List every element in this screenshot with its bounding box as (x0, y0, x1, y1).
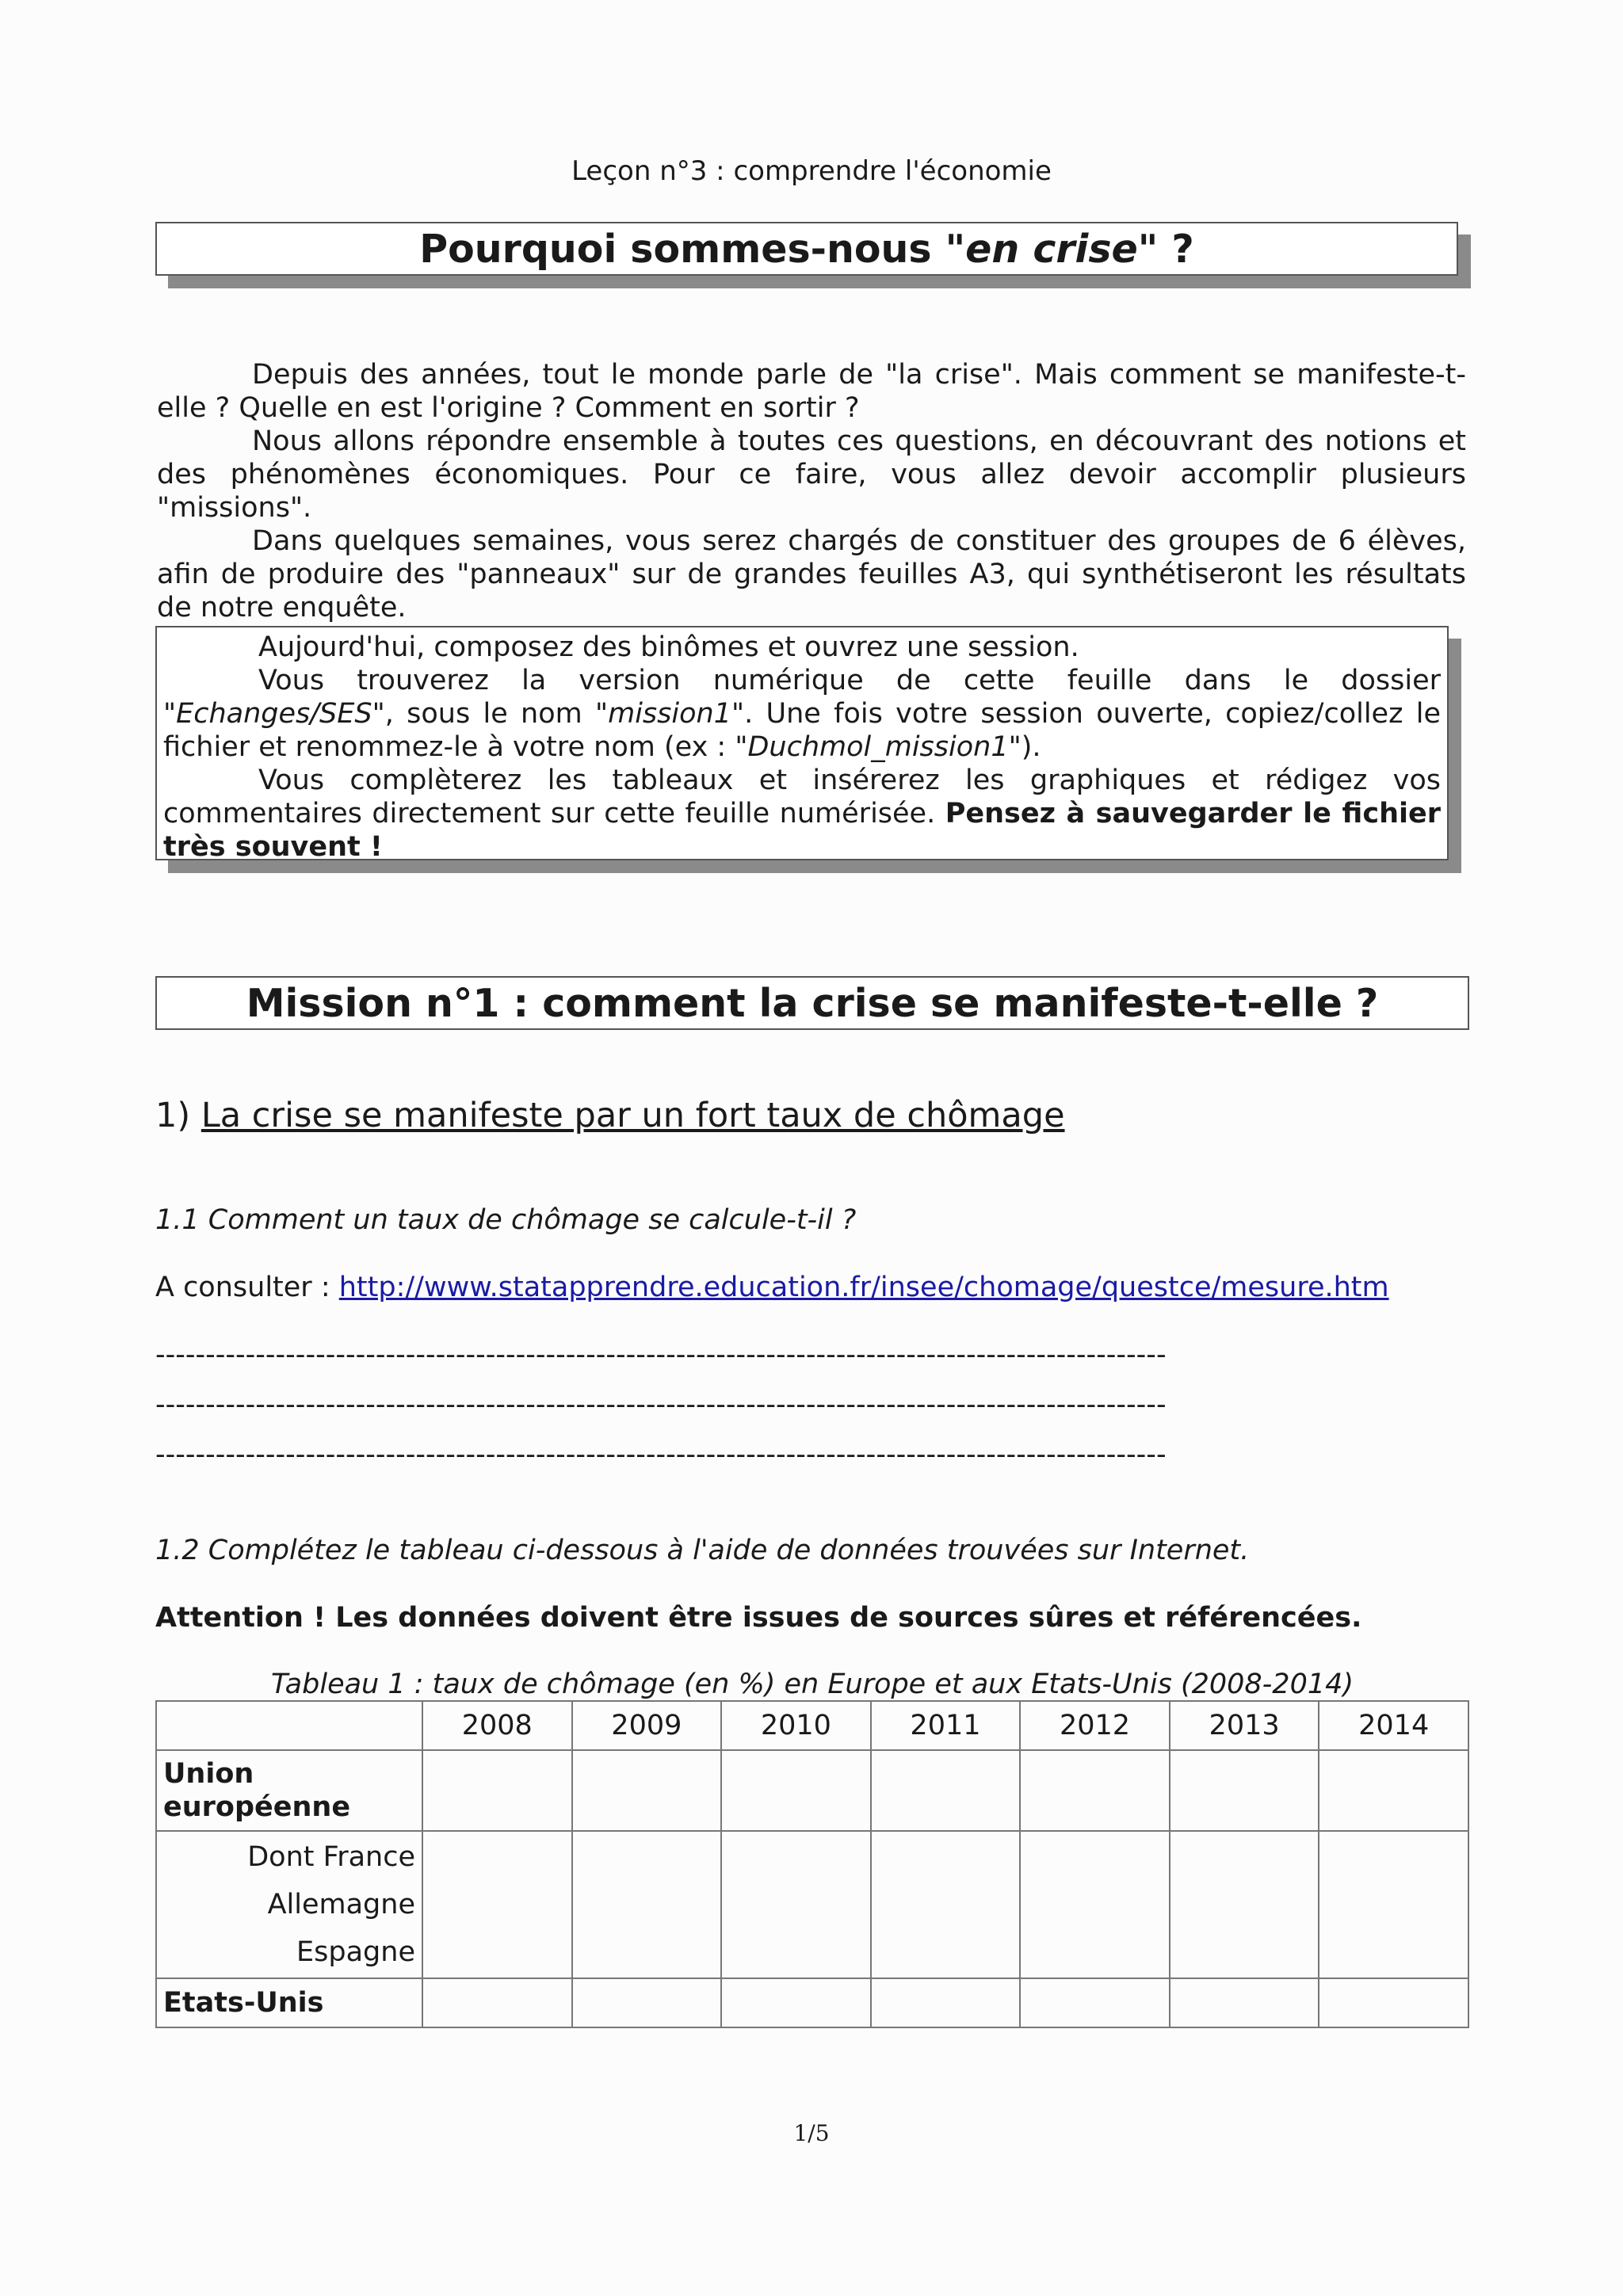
mission-title: Mission n°1 : comment la crise se manifeste-t-elle ? (155, 976, 1469, 1030)
consult-label: A consulter : (155, 1272, 339, 1303)
question-1-2: 1.2 Complétez le tableau ci-dessous à l'aide de données trouvées sur Internet. (155, 1535, 1250, 1566)
data-cell[interactable] (572, 1831, 722, 1978)
data-cell[interactable] (1020, 1750, 1170, 1831)
row-label-us: Etats-Unis (156, 1978, 422, 2027)
row-labels-countries (156, 1831, 422, 1978)
text: Vous complèterez les tableaux et insérerez les graphiques et rédigez vos commentaires directement sur cette feuille numérisée. (163, 765, 1441, 830)
attention-notice: Attention ! Les données doivent être issues de sources sûres et référencées. (155, 1602, 1362, 1634)
data-cell[interactable] (1319, 1750, 1468, 1831)
save-reminder: Pensez à sauvegarder le fichier très souvent ! (163, 798, 1441, 863)
title-pre: Pourquoi sommes-nous " (419, 226, 966, 272)
data-cell[interactable] (721, 1978, 871, 2027)
empty-header-cell (156, 1701, 422, 1750)
data-cell[interactable] (422, 1750, 572, 1831)
data-cell[interactable] (1319, 1831, 1468, 1978)
section-heading (155, 1096, 1065, 1135)
data-cell[interactable] (572, 1750, 722, 1831)
row-label-france: Dont France (247, 1841, 415, 1873)
data-cell[interactable] (1319, 1978, 1468, 2027)
data-cell[interactable] (1170, 1978, 1319, 2027)
text: ". Une fois votre session ouverte, copiez/collez le fichier et renommez-le à votre nom (ex : " (163, 698, 1442, 763)
table-row (156, 1831, 1468, 1978)
instructions-paragraph-2 (163, 664, 1441, 764)
data-cell[interactable] (1020, 1978, 1170, 2027)
title-post: " ? (1137, 226, 1194, 272)
question-1-1: 1.1 Comment un taux de chômage se calcule-t-il ? (155, 1204, 857, 1236)
intro-paragraph: Depuis des années, tout le monde parle de "la crise". Mais comment se manifeste-t-elle ? Quelle en est l'origine ? Comment en sortir ? (157, 359, 1466, 424)
data-cell[interactable] (422, 1978, 572, 2027)
row-label-germany: Allemagne (267, 1889, 415, 1920)
example-file-name: Duchmol_mission1 (747, 731, 1009, 763)
data-cell[interactable] (1170, 1750, 1319, 1831)
row-label-eu: Union européenne (156, 1750, 422, 1831)
file-name: mission1 (608, 698, 731, 730)
text: Vous trouverez la version numérique de cette feuille dans le dossier " (163, 665, 1441, 730)
data-cell[interactable] (422, 1831, 572, 1978)
data-cell[interactable] (721, 1750, 871, 1831)
answer-line: ----------------------------------------------------------------------------------------------------- (155, 1389, 1167, 1421)
data-cell[interactable] (871, 1978, 1021, 2027)
data-cell[interactable] (871, 1831, 1021, 1978)
table-row (156, 1750, 1468, 1831)
answer-line: ----------------------------------------------------------------------------------------------------- (155, 1439, 1167, 1470)
year-header: 2008 (422, 1701, 572, 1750)
title-emphasis: en crise (965, 226, 1138, 272)
section-title: La crise se manifeste par un fort taux de chômage (200, 1096, 1065, 1135)
lesson-header: Leçon n°3 : comprendre l'économie (571, 155, 1052, 187)
intro-paragraph: Nous allons répondre ensemble à toutes ces questions, en découvrant des notions et des phénomènes économiques. Pour ce faire, vous allez devoir accomplir plusieurs "missions". (157, 425, 1466, 524)
table-header-row (156, 1701, 1468, 1750)
data-cell[interactable] (871, 1750, 1021, 1831)
data-cell[interactable] (1170, 1831, 1319, 1978)
text: "). (1008, 731, 1041, 763)
page-title (155, 222, 1458, 276)
unemployment-table (155, 1700, 1469, 2028)
data-cell[interactable] (572, 1978, 722, 2027)
intro-paragraph: Dans quelques semaines, vous serez chargés de constituer des groupes de 6 élèves, afin de produire des "panneaux" sur de grandes feuilles A3, qui synthétiseront les résultats de notre enquête. (157, 525, 1466, 624)
instructions-paragraph-1: Aujourd'hui, composez des binômes et ouvrez une session. (258, 631, 1079, 663)
table-row (156, 1978, 1468, 2027)
year-header: 2014 (1319, 1701, 1468, 1750)
section-number: 1) (155, 1096, 201, 1135)
page-number: 1/5 (793, 2120, 830, 2146)
data-cell[interactable] (1020, 1831, 1170, 1978)
folder-name: Echanges/SES (176, 698, 372, 730)
table-caption: Tableau 1 : taux de chômage (en %) en Europe et aux Etats-Unis (2008-2014) (270, 1669, 1354, 1700)
year-header: 2009 (572, 1701, 722, 1750)
year-header: 2013 (1170, 1701, 1319, 1750)
year-header: 2011 (871, 1701, 1021, 1750)
year-header: 2010 (721, 1701, 871, 1750)
answer-line: ----------------------------------------------------------------------------------------------------- (155, 1339, 1167, 1371)
intro-text (157, 358, 1466, 624)
instructions-box (155, 626, 1449, 863)
year-header: 2012 (1020, 1701, 1170, 1750)
row-label-spain: Espagne (296, 1936, 415, 1968)
instructions-paragraph-3 (163, 764, 1441, 864)
consult-link[interactable]: http://www.statapprendre.education.fr/insee/chomage/questce/mesure.htm (338, 1272, 1389, 1303)
consult-line (155, 1272, 1389, 1303)
text: ", sous le nom " (372, 698, 609, 730)
data-cell[interactable] (721, 1831, 871, 1978)
